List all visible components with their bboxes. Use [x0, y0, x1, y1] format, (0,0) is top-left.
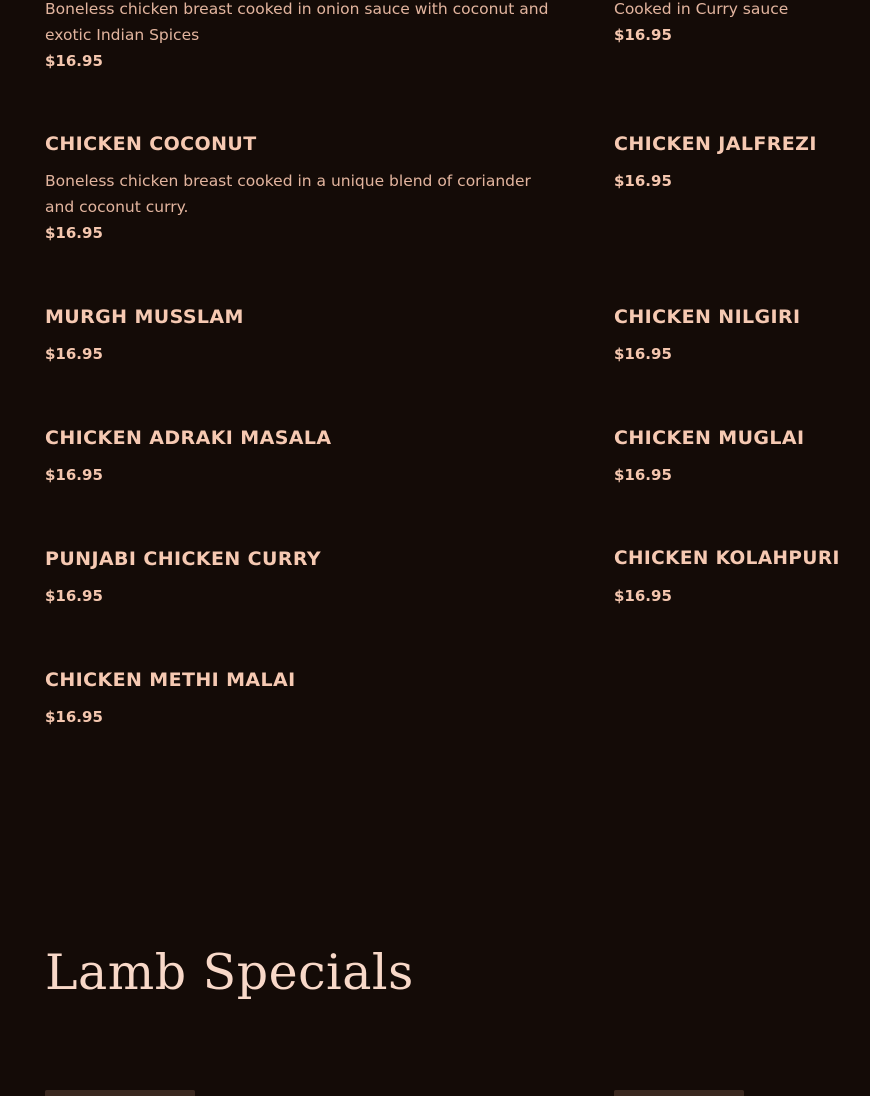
item-description: Boneless chicken breast cooked in a unique blend of coriander and coconut curry.: [45, 172, 531, 216]
item-price: $16.95: [614, 26, 672, 44]
menu-item-partial-right: [614, 0, 864, 48]
item-name: MURGH MUSSLAM: [45, 306, 244, 328]
section-title-lamb-specials: Lamb Specials: [45, 944, 414, 1001]
item-name: CHICKEN MUGLAI: [614, 427, 805, 449]
item-price: $16.95: [45, 587, 103, 605]
cut-off-heading-left: [45, 1088, 195, 1096]
item-price: $16.95: [614, 172, 672, 190]
menu-item-chicken-jalfrezi: [614, 131, 864, 194]
menu-item-chicken-adraki-masala: [45, 425, 565, 488]
menu-item-chicken-kolahpuri: [614, 546, 866, 609]
item-name: CHICKEN METHI MALAI: [45, 669, 296, 691]
item-name: PUNJABI CHICKEN CURRY: [45, 548, 322, 570]
item-price: $16.95: [45, 345, 103, 363]
item-price: $16.95: [45, 52, 103, 70]
item-name: CHICKEN ADRAKI MASALA: [45, 427, 332, 449]
cut-off-heading-bar: [45, 1090, 195, 1096]
menu-item-chicken-methi-malai: [45, 667, 565, 730]
item-name: CHICKEN JALFREZI: [614, 133, 817, 155]
menu-item-chicken-coconut: [45, 131, 565, 246]
item-name: CHICKEN KOLAHPURI: [614, 548, 840, 569]
cut-off-heading-bar: [614, 1090, 744, 1096]
item-price: $16.95: [45, 708, 103, 726]
menu-item-chicken-nilgiri: [614, 304, 864, 367]
menu-item-partial-left: [45, 0, 565, 74]
item-name: CHICKEN NILGIRI: [614, 306, 801, 328]
item-price: $16.95: [614, 345, 672, 363]
cut-off-heading-right: [614, 1088, 744, 1096]
item-price: $16.95: [614, 466, 672, 484]
item-description: Cooked in Curry sauce: [614, 0, 789, 18]
item-price: $16.95: [45, 224, 103, 242]
menu-item-chicken-muglai: [614, 425, 864, 488]
item-description: Boneless chicken breast cooked in onion sauce with coconut and exotic Indian Spices: [45, 0, 549, 44]
item-price: $16.95: [614, 587, 672, 605]
item-name: CHICKEN COCONUT: [45, 133, 257, 155]
item-price: $16.95: [45, 466, 103, 484]
menu-item-murgh-musslam: [45, 304, 565, 367]
menu-item-punjabi-chicken-curry: [45, 546, 565, 609]
